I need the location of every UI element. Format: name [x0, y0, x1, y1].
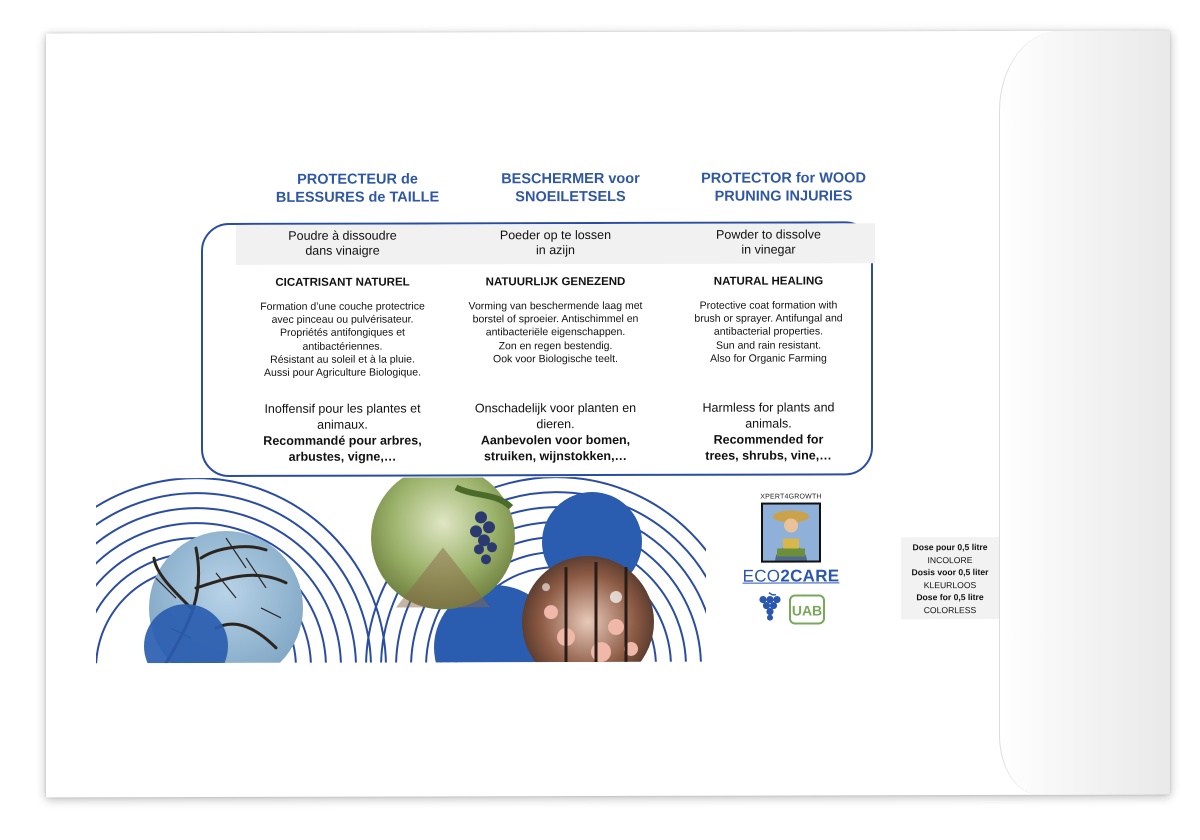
description-line: Propriétés antifongiques et [280, 326, 405, 340]
brand-name-part1: ECO [742, 566, 781, 586]
title-fr-line1: PROTECTEUR de [297, 171, 418, 188]
rings-illustration [96, 477, 706, 664]
color-nl: KLEURLOOS [923, 579, 977, 590]
description-en [662, 299, 875, 366]
recommend-fr-line2: arbustes, vigne,… [288, 449, 397, 464]
description-line: Protective coat formation with [699, 299, 838, 312]
powder-en-line1: Powder to dissolve [716, 227, 821, 242]
title-nl-line1: BESCHERMER voor [501, 170, 640, 188]
description-line: brush or sprayer. Antifungal and [694, 312, 843, 325]
column-fr [236, 224, 449, 380]
brand-logos [736, 590, 846, 627]
color-fr: INCOLORE [927, 554, 973, 565]
description-line: Also for Organic Farming [710, 352, 827, 365]
recommend-fr-line1: Recommandé pour arbres, [263, 433, 422, 448]
harmless-en-line2: animals. [745, 416, 792, 431]
recommend-nl-line1: Aanbevolen voor bomen, [480, 432, 631, 448]
powder-en [662, 223, 875, 264]
info-columns [236, 223, 876, 380]
powder-nl-line1: Poeder op te lossen [499, 227, 612, 243]
description-line: Sun and rain resistant. [715, 339, 822, 352]
decorative-graphics [96, 477, 706, 664]
brand-top-text: XPERT4GROWTH [760, 493, 822, 501]
title-fr-line2: BLESSURES de TAILLE [275, 189, 440, 206]
recommend-nl-line2: struiken, wijnstokken,… [483, 448, 628, 464]
recommend-en-line1: Recommended for [713, 432, 824, 447]
harmless-en-line1: Harmless for plants and [702, 400, 835, 415]
envelope [46, 31, 1170, 798]
description-line: Résistant au soleil et à la pluie. [270, 353, 415, 366]
harmless-fr [236, 400, 449, 465]
title-en-line1: PROTECTOR for WOOD [701, 170, 866, 187]
description-line: Formation d’une couche protectrice [260, 300, 425, 313]
harmless-nl-line2: dieren. [536, 417, 575, 432]
column-en [662, 223, 875, 379]
healing-title-fr: CICATRISANT NATUREL [275, 276, 410, 289]
description-line: Ook voor Biologische teelt. [493, 352, 618, 366]
description-line: avec pinceau ou pulvérisateur. [271, 313, 414, 327]
harmless-fr-line2: animaux. [317, 417, 368, 432]
description-line: antibacteriële eigenschappen. [485, 326, 626, 339]
title-fr [251, 170, 464, 207]
dose-line-fr: Dose pour 0,5 litre [912, 542, 988, 553]
gardener-logo-icon [761, 502, 821, 562]
brand-name [736, 566, 846, 586]
healing-title-nl: NATUURLIJK GENEZEND [485, 275, 626, 289]
title-nl-line2: SNOEILETSELS [515, 188, 626, 206]
healing-title-en: NATURAL HEALING [713, 275, 824, 288]
description-line: borstel of sproeier. Antischimmel en [472, 313, 639, 326]
grapes-icon [757, 591, 783, 628]
powder-nl [449, 224, 662, 265]
description-line: antibactériennes. [302, 340, 383, 353]
envelope-flap [999, 31, 1170, 795]
powder-en-line2: in vinegar [741, 242, 796, 257]
harmless-fr-line1: Inoffensif pour les plantes et [264, 401, 421, 416]
dose-line-nl: Dosis voor 0,5 liter [911, 567, 989, 578]
description-line: antibacterial properties. [713, 325, 824, 339]
harmless-en [662, 399, 875, 464]
dose-box [901, 537, 999, 619]
description-line: Vorming van beschermende laag met [468, 299, 643, 313]
brand-name-part2: 2CARE [780, 566, 840, 586]
dose-line-en: Dose for 0,5 litre [916, 592, 984, 603]
harmless-nl-line1: Onschadelijk voor planten en [474, 400, 637, 416]
powder-nl-line2: in azijn [536, 243, 575, 258]
description-nl [449, 300, 662, 367]
description-line: Aussi pour Agriculture Biologique. [263, 366, 421, 379]
powder-fr-line1: Poudre à dissoudre [288, 228, 397, 243]
color-en: COLORLESS [923, 604, 977, 615]
title-en-line2: PRUNING INJURIES [714, 188, 853, 205]
powder-fr-line2: dans vinaigre [305, 243, 380, 258]
harmless-nl [449, 400, 662, 465]
title-en [677, 169, 890, 206]
uab-badge: UAB [789, 594, 825, 624]
column-nl [449, 224, 662, 380]
title-nl [464, 170, 677, 207]
recommend-en-line2: trees, shrubs, vine,… [705, 448, 832, 463]
powder-fr [236, 224, 449, 265]
description-line: Zon en regen bestendig. [498, 339, 613, 352]
title-row [251, 169, 891, 207]
brand-block [736, 493, 846, 627]
description-fr [236, 300, 449, 380]
